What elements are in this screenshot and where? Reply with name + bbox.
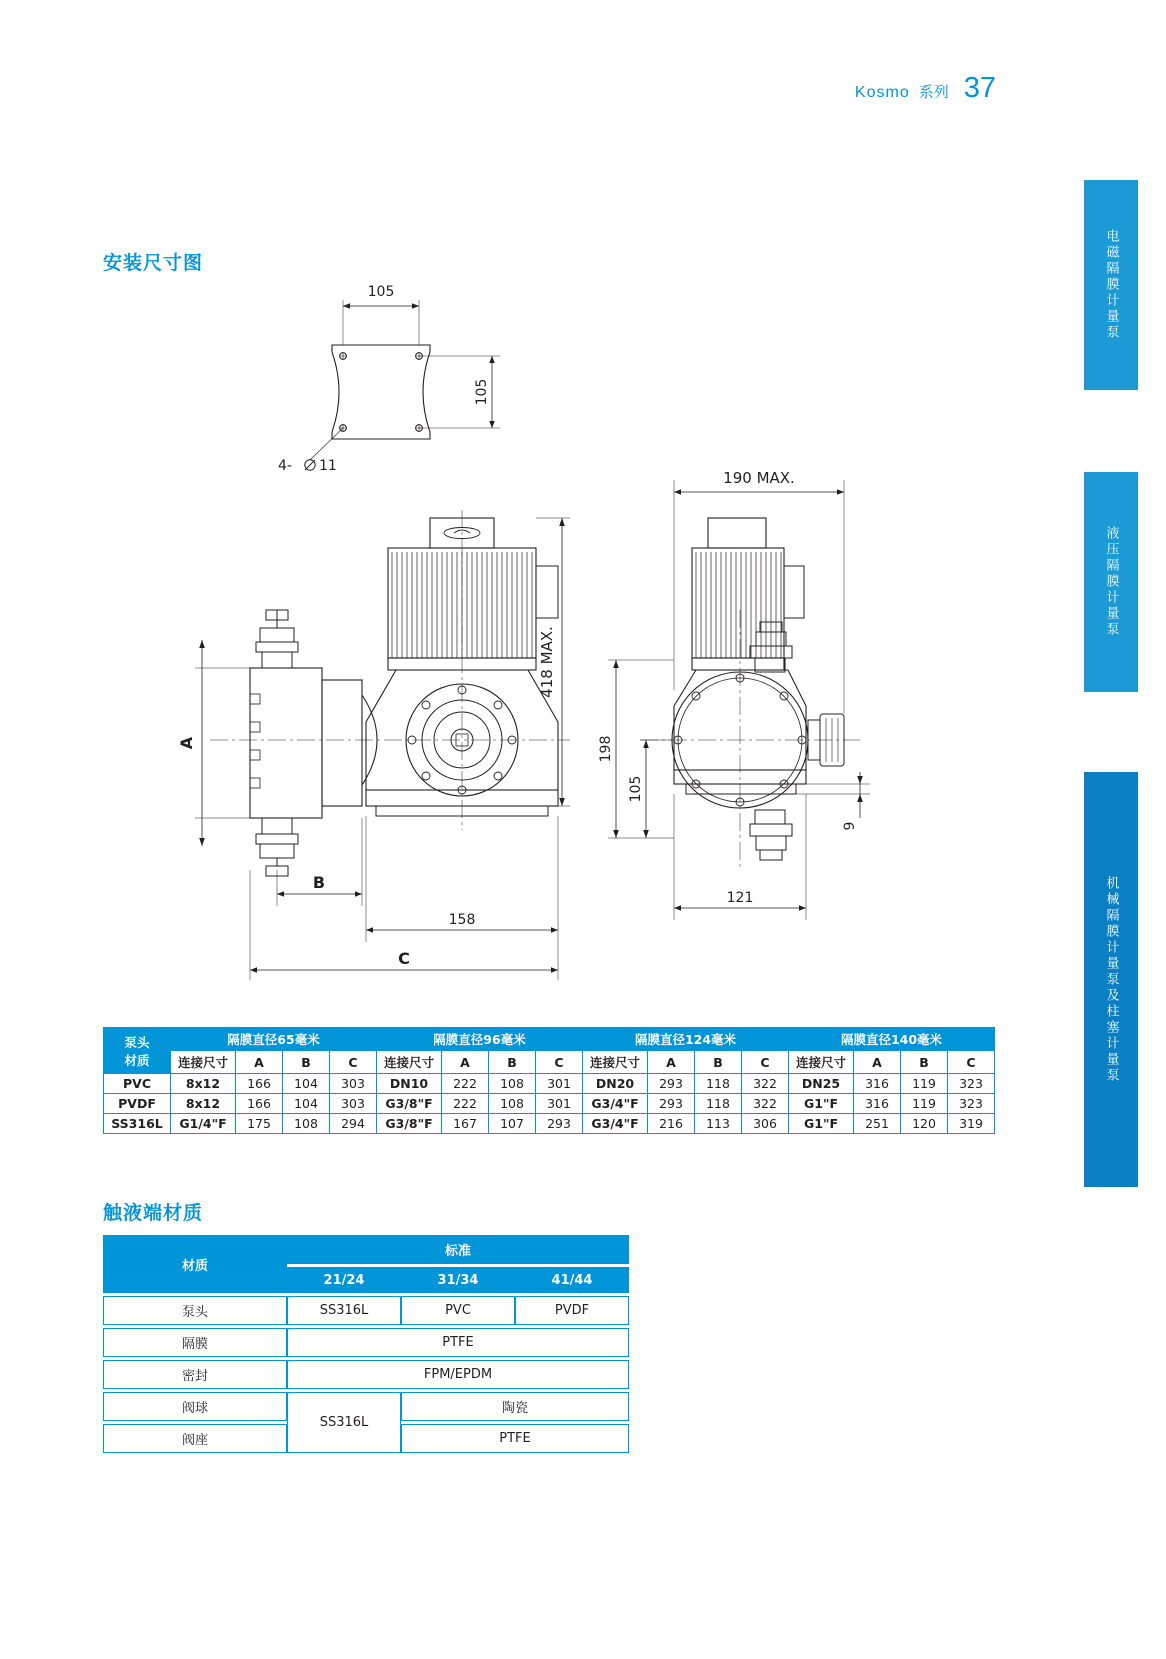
dimension-table [103, 1027, 995, 1134]
dim-label-418max: 418 MAX. [538, 626, 556, 698]
top-plan-view [278, 284, 500, 474]
cell-b: 120 [901, 1114, 948, 1134]
cell-c: 303 [330, 1074, 377, 1094]
cell-a: 316 [854, 1094, 901, 1114]
mat-cell: SS316L [287, 1296, 401, 1325]
cell-b: 104 [283, 1094, 330, 1114]
side-view [598, 469, 870, 920]
subheader-c-3: C [948, 1051, 995, 1074]
dim-label-198: 198 [598, 735, 614, 763]
mat-col-2124: 21/24 [287, 1267, 401, 1293]
mat-row-label: 阀球 [103, 1392, 287, 1421]
mat-row-label: 泵头 [103, 1296, 287, 1325]
cell-c: 322 [742, 1074, 789, 1094]
cell-conn: G3/8"F [377, 1114, 442, 1134]
cell-c: 319 [948, 1114, 995, 1134]
cell-conn: G1"F [789, 1094, 854, 1114]
cell-b: 108 [283, 1114, 330, 1134]
cell-b: 118 [695, 1074, 742, 1094]
cell-conn: 8x12 [171, 1074, 236, 1094]
cell-c: 301 [536, 1074, 583, 1094]
subheader-a-0: A [236, 1051, 283, 1074]
mat-row-seal [103, 1360, 629, 1389]
row-material-pvdf: PVDF [104, 1094, 171, 1114]
mat-header-row-1 [103, 1235, 629, 1264]
table-header-row-2 [104, 1051, 995, 1074]
cell-conn: DN10 [377, 1074, 442, 1094]
cell-conn: DN25 [789, 1074, 854, 1094]
cell-b: 118 [695, 1094, 742, 1114]
dim-label-holes: 4- [278, 458, 292, 474]
subheader-c-2: C [742, 1051, 789, 1074]
cell-a: 222 [442, 1094, 489, 1114]
cell-conn: G3/4"F [583, 1114, 648, 1134]
cell-a: 175 [236, 1114, 283, 1134]
section-title-material: 触液端材质 [103, 1202, 204, 1224]
side-tab-hydraulic[interactable]: 液压隔膜计量泵 [1084, 472, 1138, 692]
front-view [177, 510, 570, 980]
table-row [104, 1074, 995, 1094]
subheader-b-2: B [695, 1051, 742, 1074]
side-tab-mechanical[interactable]: 机械隔膜计量泵及柱塞计量泵 [1084, 772, 1138, 1187]
header-group-124: 隔膜直径124毫米 [583, 1028, 789, 1051]
dim-label-b: B [312, 873, 326, 892]
cell-b: 119 [901, 1094, 948, 1114]
cell-c: 322 [742, 1094, 789, 1114]
mat-cell-ss316l: SS316L [287, 1392, 401, 1453]
dim-label-c: C [398, 949, 410, 968]
cell-conn: DN20 [583, 1074, 648, 1094]
cell-b: 108 [489, 1094, 536, 1114]
mat-header-material: 材质 [103, 1235, 287, 1293]
cell-a: 251 [854, 1114, 901, 1134]
cell-c: 293 [536, 1114, 583, 1134]
mat-row-label: 隔膜 [103, 1328, 287, 1357]
table-row [104, 1114, 995, 1134]
cell-b: 113 [695, 1114, 742, 1134]
subheader-c-1: C [536, 1051, 583, 1074]
mat-cell: PVC [401, 1296, 515, 1325]
mat-row-ball [103, 1392, 629, 1421]
cell-c: 294 [330, 1114, 377, 1134]
side-tab-group [1084, 180, 1138, 1191]
mat-cell-span: 陶瓷 [401, 1392, 629, 1421]
mat-row-label: 阀座 [103, 1424, 287, 1453]
dim-label-121: 121 [726, 890, 754, 906]
cell-c: 306 [742, 1114, 789, 1134]
cell-b: 104 [283, 1074, 330, 1094]
subheader-a-2: A [648, 1051, 695, 1074]
cell-c: 301 [536, 1094, 583, 1114]
side-tab-solenoid[interactable]: 电磁隔膜计量泵 [1084, 180, 1138, 390]
cell-conn: G1/4"F [171, 1114, 236, 1134]
material-table [103, 1232, 629, 1456]
subheader-a-3: A [854, 1051, 901, 1074]
subheader-conn-1: 连接尺寸 [377, 1051, 442, 1074]
header-group-96: 隔膜直径96毫米 [377, 1028, 583, 1051]
subheader-b-3: B [901, 1051, 948, 1074]
table-header-row-1 [104, 1028, 995, 1051]
mat-cell-span: PTFE [401, 1424, 629, 1453]
cell-c: 323 [948, 1094, 995, 1114]
cell-b: 107 [489, 1114, 536, 1134]
subheader-a-1: A [442, 1051, 489, 1074]
mat-cell-span: FPM/EPDM [287, 1360, 629, 1389]
cell-a: 222 [442, 1074, 489, 1094]
cell-a: 166 [236, 1094, 283, 1114]
dim-label-9: 9 [842, 821, 858, 831]
subheader-conn-2: 连接尺寸 [583, 1051, 648, 1074]
cell-a: 166 [236, 1074, 283, 1094]
mat-col-3134: 31/34 [401, 1267, 515, 1293]
header-pump-material: 泵头 材质 [104, 1028, 171, 1074]
subheader-conn-0: 连接尺寸 [171, 1051, 236, 1074]
cell-c: 323 [948, 1074, 995, 1094]
cell-a: 293 [648, 1074, 695, 1094]
brand-name: Kosmo [854, 84, 910, 101]
mat-row-label: 密封 [103, 1360, 287, 1389]
cell-b: 108 [489, 1074, 536, 1094]
series-label: 系列 [918, 84, 949, 101]
cell-conn: G1"F [789, 1114, 854, 1134]
mat-row-diaphragm [103, 1328, 629, 1357]
row-material-pvc: PVC [104, 1074, 171, 1094]
svg-text:11: 11 [319, 458, 337, 474]
dim-label-158: 158 [448, 912, 476, 928]
cell-conn: 8x12 [171, 1094, 236, 1114]
cell-a: 293 [648, 1094, 695, 1114]
subheader-b-1: B [489, 1051, 536, 1074]
mat-cell: PVDF [515, 1296, 629, 1325]
section-title-dimension: 安装尺寸图 [103, 252, 204, 274]
mat-col-4144: 41/44 [515, 1267, 629, 1293]
mat-row-pumphead [103, 1296, 629, 1325]
cell-a: 316 [854, 1074, 901, 1094]
header-group-140: 隔膜直径140毫米 [789, 1028, 995, 1051]
dim-label-105-side: 105 [628, 775, 644, 803]
cell-conn: G3/4"F [583, 1094, 648, 1114]
subheader-conn-3: 连接尺寸 [789, 1051, 854, 1074]
table-row [104, 1094, 995, 1114]
page-number: 37 [963, 72, 996, 104]
cell-c: 303 [330, 1094, 377, 1114]
cell-b: 119 [901, 1074, 948, 1094]
mat-header-standard: 标准 [287, 1235, 629, 1264]
dim-label-a: A [177, 736, 196, 750]
dim-label-190max: 190 MAX. [723, 469, 795, 487]
dim-label-top-width: 105 [367, 284, 395, 300]
header-group-65: 隔膜直径65毫米 [171, 1028, 377, 1051]
cell-a: 167 [442, 1114, 489, 1134]
row-material-ss316l: SS316L [104, 1114, 171, 1134]
cell-conn: G3/8"F [377, 1094, 442, 1114]
dimension-drawing [100, 270, 960, 1000]
subheader-c-0: C [330, 1051, 377, 1074]
subheader-b-0: B [283, 1051, 330, 1074]
page-header [855, 72, 996, 105]
cell-a: 216 [648, 1114, 695, 1134]
dim-label-top-height: 105 [474, 378, 490, 406]
mat-cell-span: PTFE [287, 1328, 629, 1357]
